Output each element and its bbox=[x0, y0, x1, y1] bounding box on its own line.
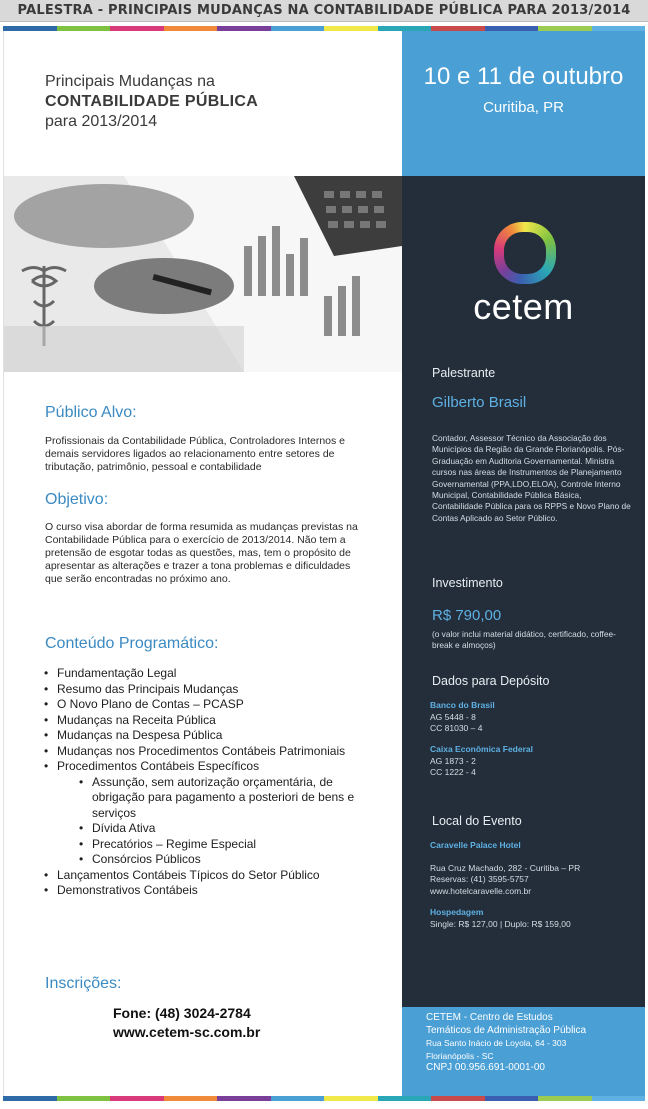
cetem-ring-logo-icon bbox=[494, 222, 556, 284]
title-line-1: Principais Mudanças na bbox=[45, 73, 215, 90]
stripe-segment bbox=[324, 1096, 378, 1101]
list-item-label: Procedimentos Contábeis Específicos bbox=[57, 759, 260, 773]
banner-text: PALESTRA - PRINCIPAIS MUDANÇAS NA CONTABILIDADE PÚBLICA PARA 2013/2014 bbox=[17, 3, 631, 18]
investimento-price: R$ 790,00 bbox=[432, 607, 502, 624]
stripe-segment bbox=[271, 1096, 325, 1101]
title-banner bbox=[0, 0, 648, 22]
footer-line: CETEM - Centro de Estudos bbox=[426, 1012, 553, 1023]
inscricoes-heading: Inscrições: bbox=[45, 975, 122, 992]
hospedagem-prices: Single: R$ 127,00 | Duplo: R$ 159,00 bbox=[430, 918, 571, 929]
publico-alvo-text: Profissionais da Contabilidade Pública, Controladores Internos e demais servidores ligados ao relacionamento entre setores de tributação, patrimônio, pessoal e contabilidade bbox=[45, 435, 346, 473]
stripe-segment bbox=[592, 1096, 646, 1101]
sub-list-item: • Assunção, sem autorização orçamentária, de obrigação para pagamento a posteriori de bens e serviços bbox=[79, 775, 374, 822]
stripe-segment bbox=[217, 1096, 271, 1101]
accounting-photo-illustration bbox=[4, 176, 402, 372]
local-label: Local do Evento bbox=[432, 814, 522, 828]
publico-alvo-heading: Público Alvo: bbox=[45, 404, 137, 421]
flyer-title bbox=[45, 72, 385, 132]
hospedagem-label: Hospedagem bbox=[430, 907, 484, 917]
list-item: • Mudanças nos Procedimentos Contábeis Patrimoniais bbox=[44, 744, 374, 760]
sub-list-item: • Dívida Ativa bbox=[79, 821, 374, 837]
stripe-segment bbox=[538, 1096, 592, 1101]
list-item: • Lançamentos Contábeis Típicos do Setor Público bbox=[44, 868, 374, 884]
deposito-label: Dados para Depósito bbox=[432, 674, 550, 688]
stripe-segment bbox=[3, 1096, 57, 1101]
bank-name: Banco do Brasil bbox=[430, 700, 495, 710]
bank-ag: AG 5448 - 8 bbox=[430, 711, 476, 722]
sub-list-item: • Consórcios Públicos bbox=[79, 852, 374, 868]
stripe-segment bbox=[110, 1096, 164, 1101]
footer-line: CNPJ 00.956.691-0001-00 bbox=[426, 1062, 545, 1073]
footer-line: Florianópolis - SC bbox=[426, 1050, 494, 1061]
bank-ag: AG 1873 - 2 bbox=[430, 755, 476, 766]
stripe-segment bbox=[57, 1096, 111, 1101]
bank-caixa bbox=[430, 744, 533, 779]
hotel-name: Caravelle Palace Hotel bbox=[430, 840, 521, 850]
footer-line: Temáticos de Administração Pública bbox=[426, 1024, 587, 1036]
title-line-3: para 2013/2014 bbox=[45, 113, 158, 130]
sub-list-item: • Precatórios – Regime Especial bbox=[79, 837, 374, 853]
footer-line: Rua Santo Inácio de Loyola, 64 - 303 bbox=[426, 1038, 567, 1048]
hotel-website[interactable]: www.hotelcaravelle.com.br bbox=[430, 885, 532, 896]
list-item: • Fundamentação Legal bbox=[44, 666, 374, 682]
bank-banco-do-brasil bbox=[430, 700, 495, 735]
investimento-note: (o valor inclui material didático, certificado, coffee-break e almoços) bbox=[432, 629, 616, 651]
objetivo-heading: Objetivo: bbox=[45, 491, 109, 508]
investimento-label: Investimento bbox=[432, 576, 503, 590]
title-line-2: CONTABILIDADE PÚBLICA bbox=[45, 93, 259, 110]
palestrante-bio: Contador, Assessor Técnico da Associação dos Municípios da Região da Grande Florianópolis. Pós-Graduação em Auditoria Governamental. Ministra cursos nas áreas de Instrumentos de Planejamento Governamental (PPA,LDO,ELOA), Controle Interno Municipal, Contabilidade Pública Básica, Contabilidade Pública para os RPPS e Novo Plano de Contas Aplicado ao Setor Público. bbox=[432, 433, 631, 523]
event-city: Curitiba, PR bbox=[483, 99, 564, 116]
conteudo-list bbox=[44, 666, 374, 899]
info-panel bbox=[402, 176, 645, 1007]
event-date: 10 e 11 de outubro bbox=[423, 63, 624, 90]
accounting-photo bbox=[4, 176, 402, 372]
objetivo-text: O curso visa abordar de forma resumida as mudanças previstas na Contabilidade Pública para o exercício de 2013/2014. Não tem a pretensão de esgotar todas as questões, mas, tem o propósito de apresentar as alterações e trazer a tona problemas e dificuldades que serão encontradas no próximo ano. bbox=[45, 521, 358, 585]
sub-list bbox=[79, 775, 374, 868]
local-details bbox=[430, 840, 580, 930]
bank-name: Caixa Econômica Federal bbox=[430, 744, 533, 754]
footer-panel bbox=[402, 1007, 645, 1096]
website-link[interactable]: www.cetem-sc.com.br bbox=[113, 1024, 261, 1040]
stripe-segment bbox=[431, 1096, 485, 1101]
list-item: • Mudanças na Receita Pública bbox=[44, 713, 374, 729]
hotel-phone: Reservas: (41) 3595-5757 bbox=[430, 874, 529, 884]
stripe-segment bbox=[164, 1096, 218, 1101]
stripe-segment bbox=[485, 1096, 539, 1101]
stripe-segment bbox=[378, 1096, 432, 1101]
conteudo-heading: Conteúdo Programático: bbox=[45, 635, 219, 652]
list-item: • O Novo Plano de Contas – PCASP bbox=[44, 697, 374, 713]
list-item: • Demonstrativos Contábeis bbox=[44, 883, 374, 899]
color-stripe-bottom bbox=[3, 1096, 645, 1101]
list-item: • Resumo das Principais Mudanças bbox=[44, 682, 374, 698]
palestrante-name: Gilberto Brasil bbox=[432, 394, 527, 411]
hotel-address: Rua Cruz Machado, 282 - Curitiba – PR bbox=[430, 862, 581, 873]
cetem-logo-text: cetem bbox=[473, 286, 574, 327]
list-item bbox=[44, 759, 374, 868]
palestrante-label: Palestrante bbox=[432, 366, 496, 380]
list-item: • Mudanças na Despesa Pública bbox=[44, 728, 374, 744]
event-date-panel bbox=[402, 31, 645, 176]
bank-cc: CC 81030 – 4 bbox=[430, 723, 483, 733]
bank-cc: CC 1222 - 4 bbox=[430, 767, 476, 777]
phone-number: Fone: (48) 3024-2784 bbox=[113, 1005, 251, 1021]
